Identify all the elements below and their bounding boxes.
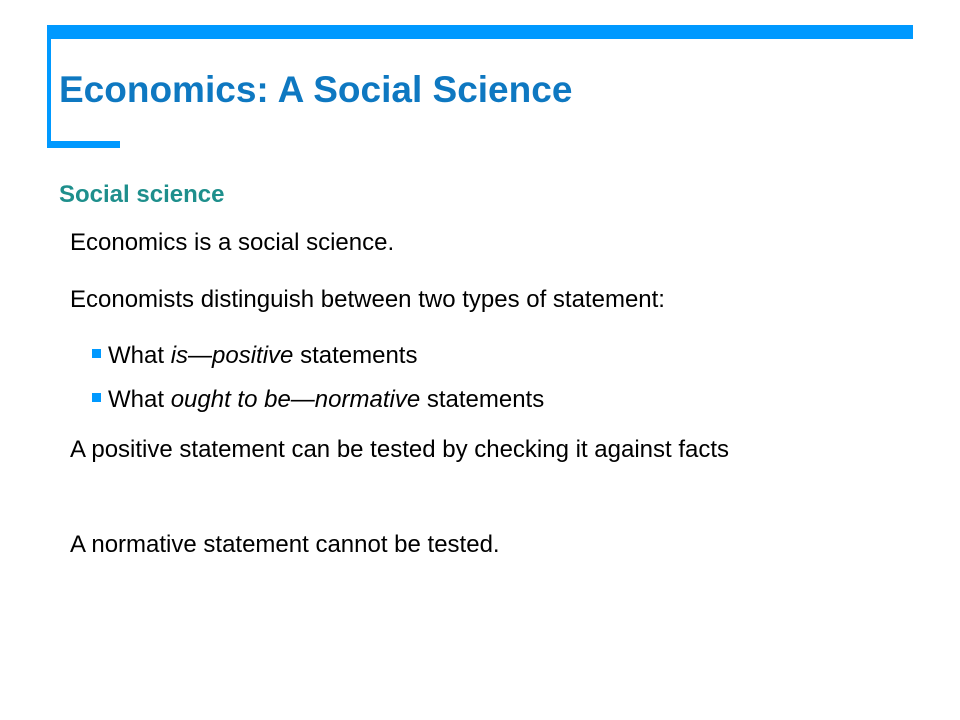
bullet-item-normative — [92, 384, 544, 416]
bullet-item-positive — [92, 340, 417, 372]
corner-accent-bar — [47, 141, 120, 148]
bullet-lead: What — [108, 342, 171, 369]
bullet-tail: statements — [420, 386, 545, 413]
left-accent-bar — [47, 25, 51, 148]
top-accent-bar — [47, 25, 913, 39]
paragraph-positive-test: A positive statement can be tested by checking it against facts — [70, 436, 730, 463]
bullet-dash: — — [290, 386, 315, 413]
bullet-dash: — — [188, 342, 213, 369]
bullet-lead: What — [108, 386, 171, 413]
square-bullet-icon — [92, 393, 101, 402]
paragraph-normative-test: A normative statement cannot be tested. — [70, 531, 500, 558]
paragraph-statement-types: Economists distinguish between two types of statement: — [70, 286, 665, 313]
bullet-italic-label: normative — [314, 386, 421, 413]
slide-subtitle: Social science — [59, 181, 225, 208]
square-bullet-icon — [92, 349, 101, 358]
paragraph-social-science: Economics is a social science. — [70, 229, 395, 256]
slide-title: Economics: A Social Science — [59, 69, 573, 110]
bullet-tail: statements — [293, 342, 418, 369]
bullet-italic-term: ought to be — [170, 386, 291, 413]
bullet-italic-term: is — [170, 342, 189, 369]
bullet-italic-label: positive — [212, 342, 294, 369]
